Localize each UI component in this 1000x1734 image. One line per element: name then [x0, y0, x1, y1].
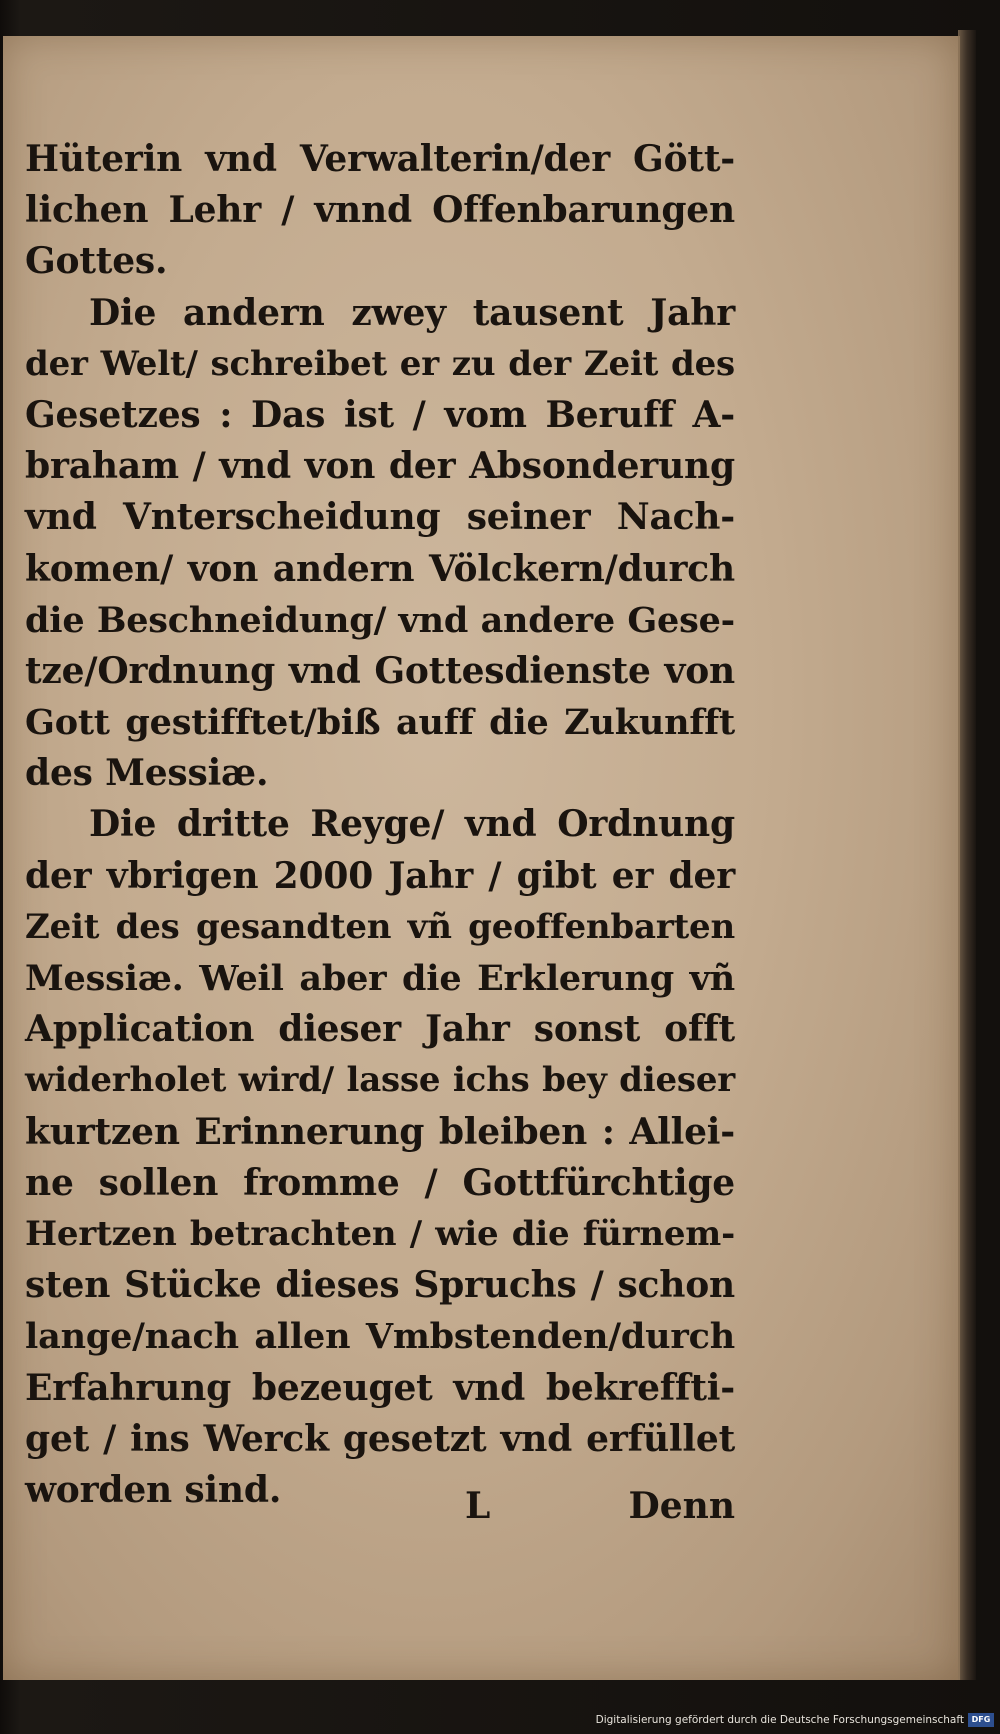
text-line: braham / vnd von der Absonderung [25, 445, 735, 488]
digitization-footer [0, 1710, 1000, 1730]
text-line: Messiæ. Weil aber die Erklerung vñ [25, 958, 735, 999]
text-line: Gott gestifftet/biß auff die Zukunfft [25, 702, 735, 744]
text-line: vnd Vnterscheidung seiner Nach- [25, 496, 735, 539]
text-line: der vbrigen 2000 Jahr / gibt er der [25, 854, 735, 897]
text-line: Gesetzes : Das ist / vom Beruff A- [25, 393, 735, 436]
book-page [3, 36, 960, 1680]
page-footer-row [25, 1485, 735, 1537]
text-line: Erfahrung bezeuget vnd bekreffti- [25, 1366, 735, 1409]
text-line: Die andern zwey tausent Jahr [89, 291, 735, 334]
text-line: sten Stücke dieses Spruchs / schon [25, 1264, 735, 1307]
dfg-logo: DFG [968, 1713, 994, 1727]
funding-credit: Digitalisierung gefördert durch die Deutsche Forschungsgemeinschaft [595, 1714, 964, 1726]
text-line: kurtzen Erinnerung bleiben : Allei- [25, 1110, 735, 1153]
text-line: Zeit des gesandten vñ geoffenbarten [25, 906, 735, 947]
text-line: widerholet wird/ lasse ichs bey dieser [25, 1060, 735, 1101]
book-page-edge [958, 30, 976, 1680]
text-line: lange/nach allen Vmbstenden/durch [25, 1316, 735, 1358]
text-line: komen/ von andern Völckern/durch [25, 547, 735, 590]
text-line: der Welt/ schreibet er zu der Zeit des [25, 343, 735, 384]
text-line: Hertzen betrachten / wie die fürnem- [25, 1213, 735, 1254]
body-text [25, 134, 735, 1516]
text-line: get / ins Werck gesetzt vnd erfüllet [25, 1417, 735, 1460]
text-line: die Beschneidung/ vnd andere Gese- [25, 599, 735, 641]
signature-mark: L [465, 1485, 491, 1527]
text-line: Application dieser Jahr sonst offt [25, 1008, 735, 1051]
text-line: Hüterin vnd Verwalterin/der Gött- [25, 138, 735, 180]
text-line: lichen Lehr / vnnd Offenbarungen [25, 189, 735, 232]
text-line: tze/Ordnung vnd Gottesdienste von [25, 649, 735, 692]
text-line: Die dritte Reyge/ vnd Ordnung [89, 803, 735, 846]
text-line: Gottes. [25, 240, 168, 283]
text-line: worden sind. [25, 1468, 282, 1511]
text-line: des Messiæ. [25, 752, 269, 795]
catchword: Denn [628, 1485, 735, 1527]
text-line: ne sollen fromme / Gottfürchtige [25, 1161, 735, 1204]
